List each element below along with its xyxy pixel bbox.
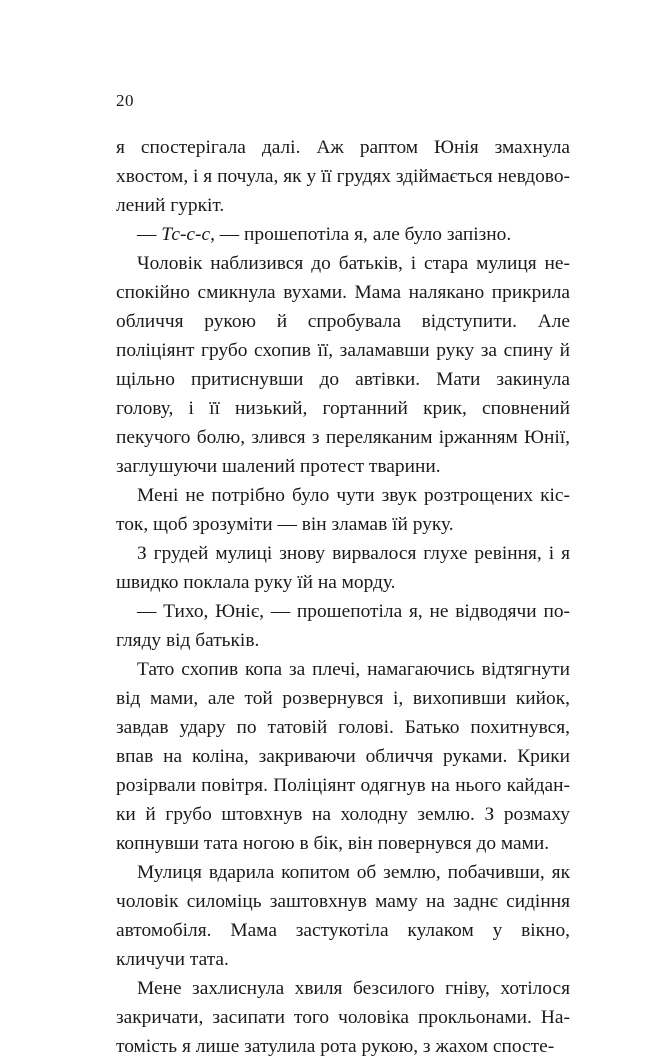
text-segment: я спостерігала далі. Аж раптом Юнія змахнула хвостом, і я почула, як у її грудях здіймається невдоволений гуркіт. xyxy=(116,137,570,216)
paragraph xyxy=(116,974,570,1061)
paragraph xyxy=(116,249,570,481)
page-number: 20 xyxy=(116,91,134,110)
paragraph xyxy=(116,481,570,539)
paragraph xyxy=(116,655,570,858)
text-segment: Мулиця вдарила копитом об землю, побачивши, як чоловік силоміць заштовхнув маму на заднє сидіння автомобіля. Мама застукотіла кулаком у вікно, кличучи тата. xyxy=(116,862,570,970)
text-segment: Чоловік наблизився до батьків, і стара мулиця неспокійно смикнула вухами. Мама налякано прикрила обличчя рукою й спробувала відступити. Але поліціянт грубо схопив її, заламавши руку за спину й щільно притиснувши до автівки. Мати закинула голову, і її низький, гортанний крик, сповнений пекучого болю, злився з переляканим іржанням Юнії, заглушуючи шалений протест тварини. xyxy=(116,253,570,477)
text-segment: — xyxy=(137,224,162,245)
text-segment: — Тихо, Юніє, — прошепотіла я, не відводячи погляду від батьків. xyxy=(116,601,570,651)
text-segment: Тато схопив копа за плечі, намагаючись відтягнути від мами, але той розвернувся і, вихопивши кийок, завдав удару по татовій голові. Батько похитнувся, впав на коліна, закриваючи обличчя руками. Крики розірвали повітря. Поліціянт одягнув на нього кайданки й грубо штовхнув на холодну землю. З розмаху копнувши тата ногою в бік, він повернувся до мами. xyxy=(116,659,570,854)
paragraph xyxy=(116,220,570,249)
paragraph xyxy=(116,133,570,220)
italic-text: Тс-с-с xyxy=(161,224,211,245)
text-segment: Мені не потрібно було чути звук розтрощених кісток, щоб зрозуміти — він зламав їй руку. xyxy=(116,485,570,535)
paragraph xyxy=(116,858,570,974)
paragraph xyxy=(116,539,570,597)
text-segment: , — прошепотіла я, але було запізно. xyxy=(210,224,512,245)
paragraph xyxy=(116,597,570,655)
body-text xyxy=(116,133,570,1061)
text-segment: Мене захлиснула хвиля безсилого гніву, хотілося закричати, засипати того чоловіка прокльонами. Натомість я лише затулила рота рукою, з жахом спосте- xyxy=(116,978,570,1057)
text-segment: З грудей мулиці знову вирвалося глухе ревіння, і я швидко поклала руку їй на морду. xyxy=(116,543,570,593)
